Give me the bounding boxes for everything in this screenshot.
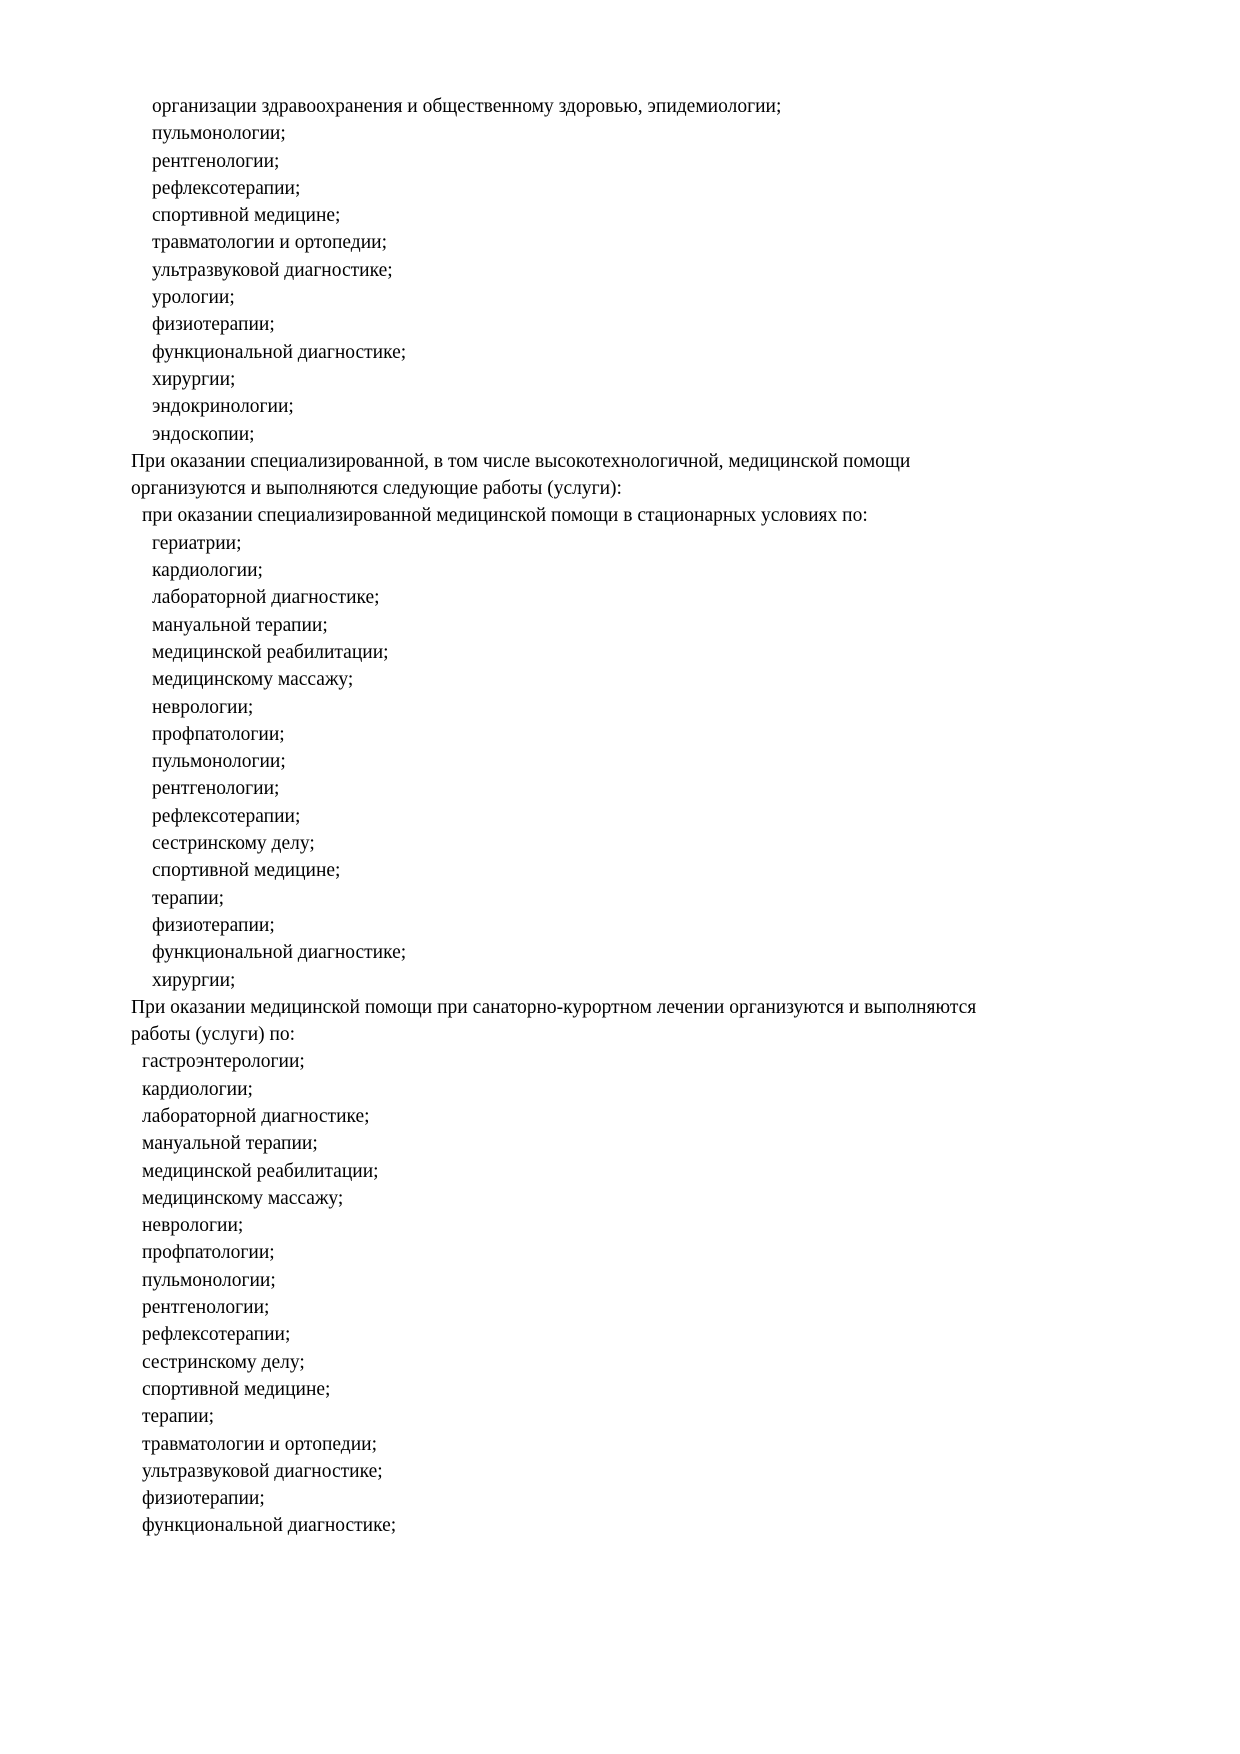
list-item: рефлексотерапии; xyxy=(152,177,301,199)
list-item: гастроэнтерологии; xyxy=(142,1051,305,1073)
list-item: сестринскому делу; xyxy=(152,833,315,855)
list-item: лабораторной диагностике; xyxy=(152,587,380,609)
list-item: пульмонологии; xyxy=(152,123,286,145)
list-item: терапии; xyxy=(142,1406,215,1428)
list-item: эндокринологии; xyxy=(152,396,294,418)
list-item: физиотерапии; xyxy=(152,314,275,336)
list-item: медицинской реабилитации; xyxy=(152,641,389,663)
list-item: функциональной диагностике; xyxy=(152,942,407,964)
list-item: терапии; xyxy=(152,887,225,909)
list-item: физиотерапии; xyxy=(152,914,275,936)
document-content xyxy=(131,93,1021,1540)
list-item: профпатологии; xyxy=(152,723,285,745)
list-item: медицинскому массажу; xyxy=(152,669,354,691)
list-item: урологии; xyxy=(152,287,235,309)
list-item: мануальной терапии; xyxy=(152,614,328,636)
list-item: хирургии; xyxy=(152,969,236,991)
list-item: рефлексотерапии; xyxy=(142,1324,291,1346)
list-item: травматологии и ортопедии; xyxy=(152,232,387,254)
list-item: сестринскому делу; xyxy=(142,1351,305,1373)
list-item: пульмонологии; xyxy=(152,751,286,773)
list-item: функциональной диагностике; xyxy=(142,1515,397,1537)
list-item: спортивной медицине; xyxy=(152,205,341,227)
list-item: эндоскопии; xyxy=(152,423,255,445)
list-item: мануальной терапии; xyxy=(142,1133,318,1155)
list-item: неврологии; xyxy=(152,696,254,718)
list-item: рентгенологии; xyxy=(152,150,280,172)
list-item: рефлексотерапии; xyxy=(152,805,301,827)
list-item: ультразвуковой диагностике; xyxy=(152,259,393,281)
list-item: спортивной медицине; xyxy=(142,1378,331,1400)
list-item: рентгенологии; xyxy=(142,1297,270,1319)
list-item: ультразвуковой диагностике; xyxy=(142,1460,383,1482)
list-item: организации здравоохранения и общественному здоровью, эпидемиологии; xyxy=(152,96,782,117)
list-item: спортивной медицине; xyxy=(152,860,341,882)
list-item: пульмонологии; xyxy=(142,1269,276,1291)
list-item: медицинскому массажу; xyxy=(142,1187,344,1209)
list-item: рентгенологии; xyxy=(152,778,280,800)
paragraph-line: при оказании специализированной медицинской помощи в стационарных условиях по: xyxy=(142,505,868,527)
paragraph-line: При оказании специализированной, в том числе высокотехнологичной, медицинской помощи организуются и выполняются следующие работы (услуги): xyxy=(131,450,911,500)
list-item: функциональной диагностике; xyxy=(152,341,407,363)
list-item: хирургии; xyxy=(152,368,236,390)
list-item: кардиологии; xyxy=(152,560,263,582)
list-item: физиотерапии; xyxy=(142,1488,265,1510)
list-item: неврологии; xyxy=(142,1215,244,1237)
list-item: лабораторной диагностике; xyxy=(142,1105,370,1127)
list-item: медицинской реабилитации; xyxy=(142,1160,379,1182)
list-item: кардиологии; xyxy=(142,1078,253,1100)
list-item: травматологии и ортопедии; xyxy=(142,1433,377,1455)
list-item: гериатрии; xyxy=(152,532,242,554)
paragraph-line: При оказании медицинской помощи при санаторно-курортном лечении организуются и выполняются работы (услуги) по: xyxy=(131,996,977,1046)
list-item: профпатологии; xyxy=(142,1242,275,1264)
